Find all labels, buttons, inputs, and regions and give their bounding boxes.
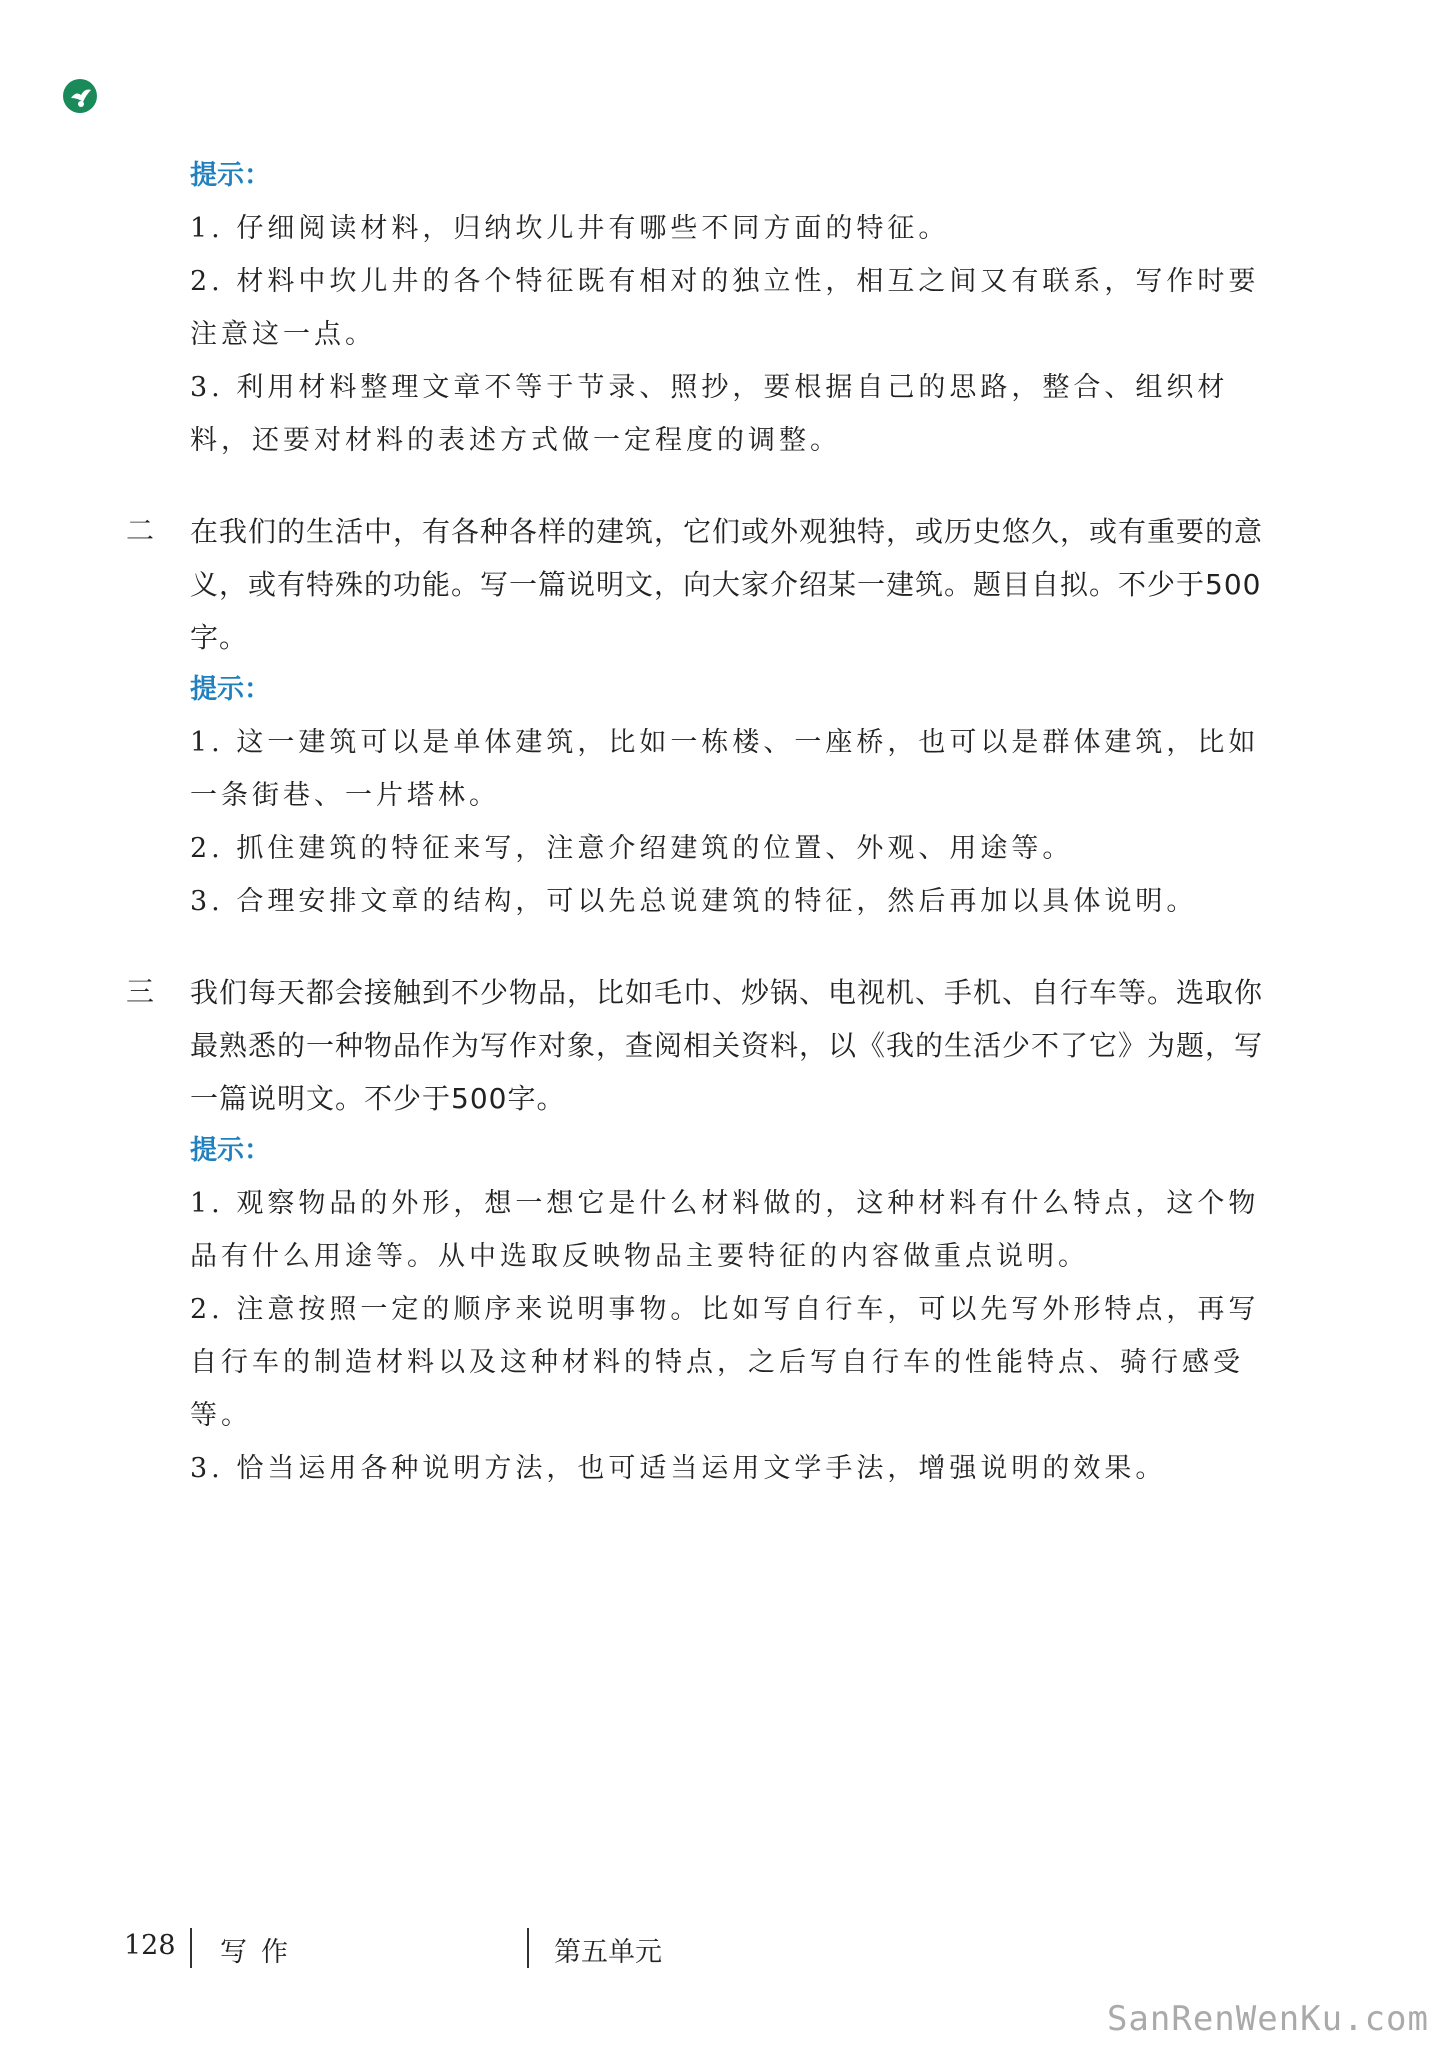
hint-item: 1. 观察物品的外形，想一想它是什么材料做的，这种材料有什么特点，这个物品有什么用途等。从中选取反映物品主要特征的内容做重点说明。 xyxy=(190,1188,1260,1272)
footer-divider xyxy=(527,1928,529,1968)
hint-block xyxy=(190,1125,1276,1495)
section-prompt: 在我们的生活中，有各种各样的建筑，它们或外观独特，或历史悠久，或有重要的意义，或有特殊的功能。写一篇说明文，向大家介绍某一建筑。题目自拟。不少于500字。 xyxy=(190,515,1264,654)
section-number: 二 xyxy=(126,514,155,547)
hint-item: 1. 这一建筑可以是单体建筑，比如一栋楼、一座桥，也可以是群体建筑，比如一条街巷、一片塔林。 xyxy=(190,727,1260,811)
section-number: 三 xyxy=(126,975,155,1008)
footer-divider xyxy=(190,1928,192,1968)
hint-block xyxy=(190,664,1276,928)
hint-item: 3. 合理安排文章的结构，可以先总说建筑的特征，然后再加以具体说明。 xyxy=(190,886,1198,917)
hint-title: 提示： xyxy=(190,674,271,705)
page-content xyxy=(126,150,1276,1495)
footer-section-name: 写作 xyxy=(220,1937,302,1968)
hint-item: 1. 仔细阅读材料，归纳坎儿井有哪些不同方面的特征。 xyxy=(190,213,950,244)
hint-item: 2. 抓住建筑的特征来写，注意介绍建筑的位置、外观、用途等。 xyxy=(190,833,1074,864)
hint-item: 2. 材料中坎儿井的各个特征既有相对的独立性，相互之间又有联系，写作时要注意这一点。 xyxy=(190,266,1260,350)
hint-title: 提示： xyxy=(190,1135,271,1166)
hint-item: 2. 注意按照一定的顺序来说明事物。比如写自行车，可以先写外形特点，再写自行车的制造材料以及这种材料的特点，之后写自行车的性能特点、骑行感受等。 xyxy=(190,1294,1260,1431)
section-prompt: 我们每天都会接触到不少物品，比如毛巾、炒锅、电视机、手机、自行车等。选取你最熟悉的一种物品作为写作对象，查阅相关资料，以《我的生活少不了它》为题，写一篇说明文。不少于500字。 xyxy=(190,976,1264,1115)
watermark: SanRenWenKu.com xyxy=(1106,1999,1429,2039)
page-number: 128 xyxy=(124,1930,176,1961)
intro-hint-block xyxy=(190,150,1276,467)
green-book-logo-icon xyxy=(62,78,98,114)
exercise-section-2 xyxy=(126,505,1276,928)
exercise-section-3 xyxy=(126,966,1276,1495)
footer-unit-name: 第五单元 xyxy=(554,1937,662,1968)
hint-item: 3. 利用材料整理文章不等于节录、照抄，要根据自己的思路，整合、组织材料，还要对材料的表述方式做一定程度的调整。 xyxy=(190,372,1229,456)
hint-item: 3. 恰当运用各种说明方法，也可适当运用文学手法，增强说明的效果。 xyxy=(190,1453,1167,1484)
hint-title: 提示： xyxy=(190,160,271,191)
